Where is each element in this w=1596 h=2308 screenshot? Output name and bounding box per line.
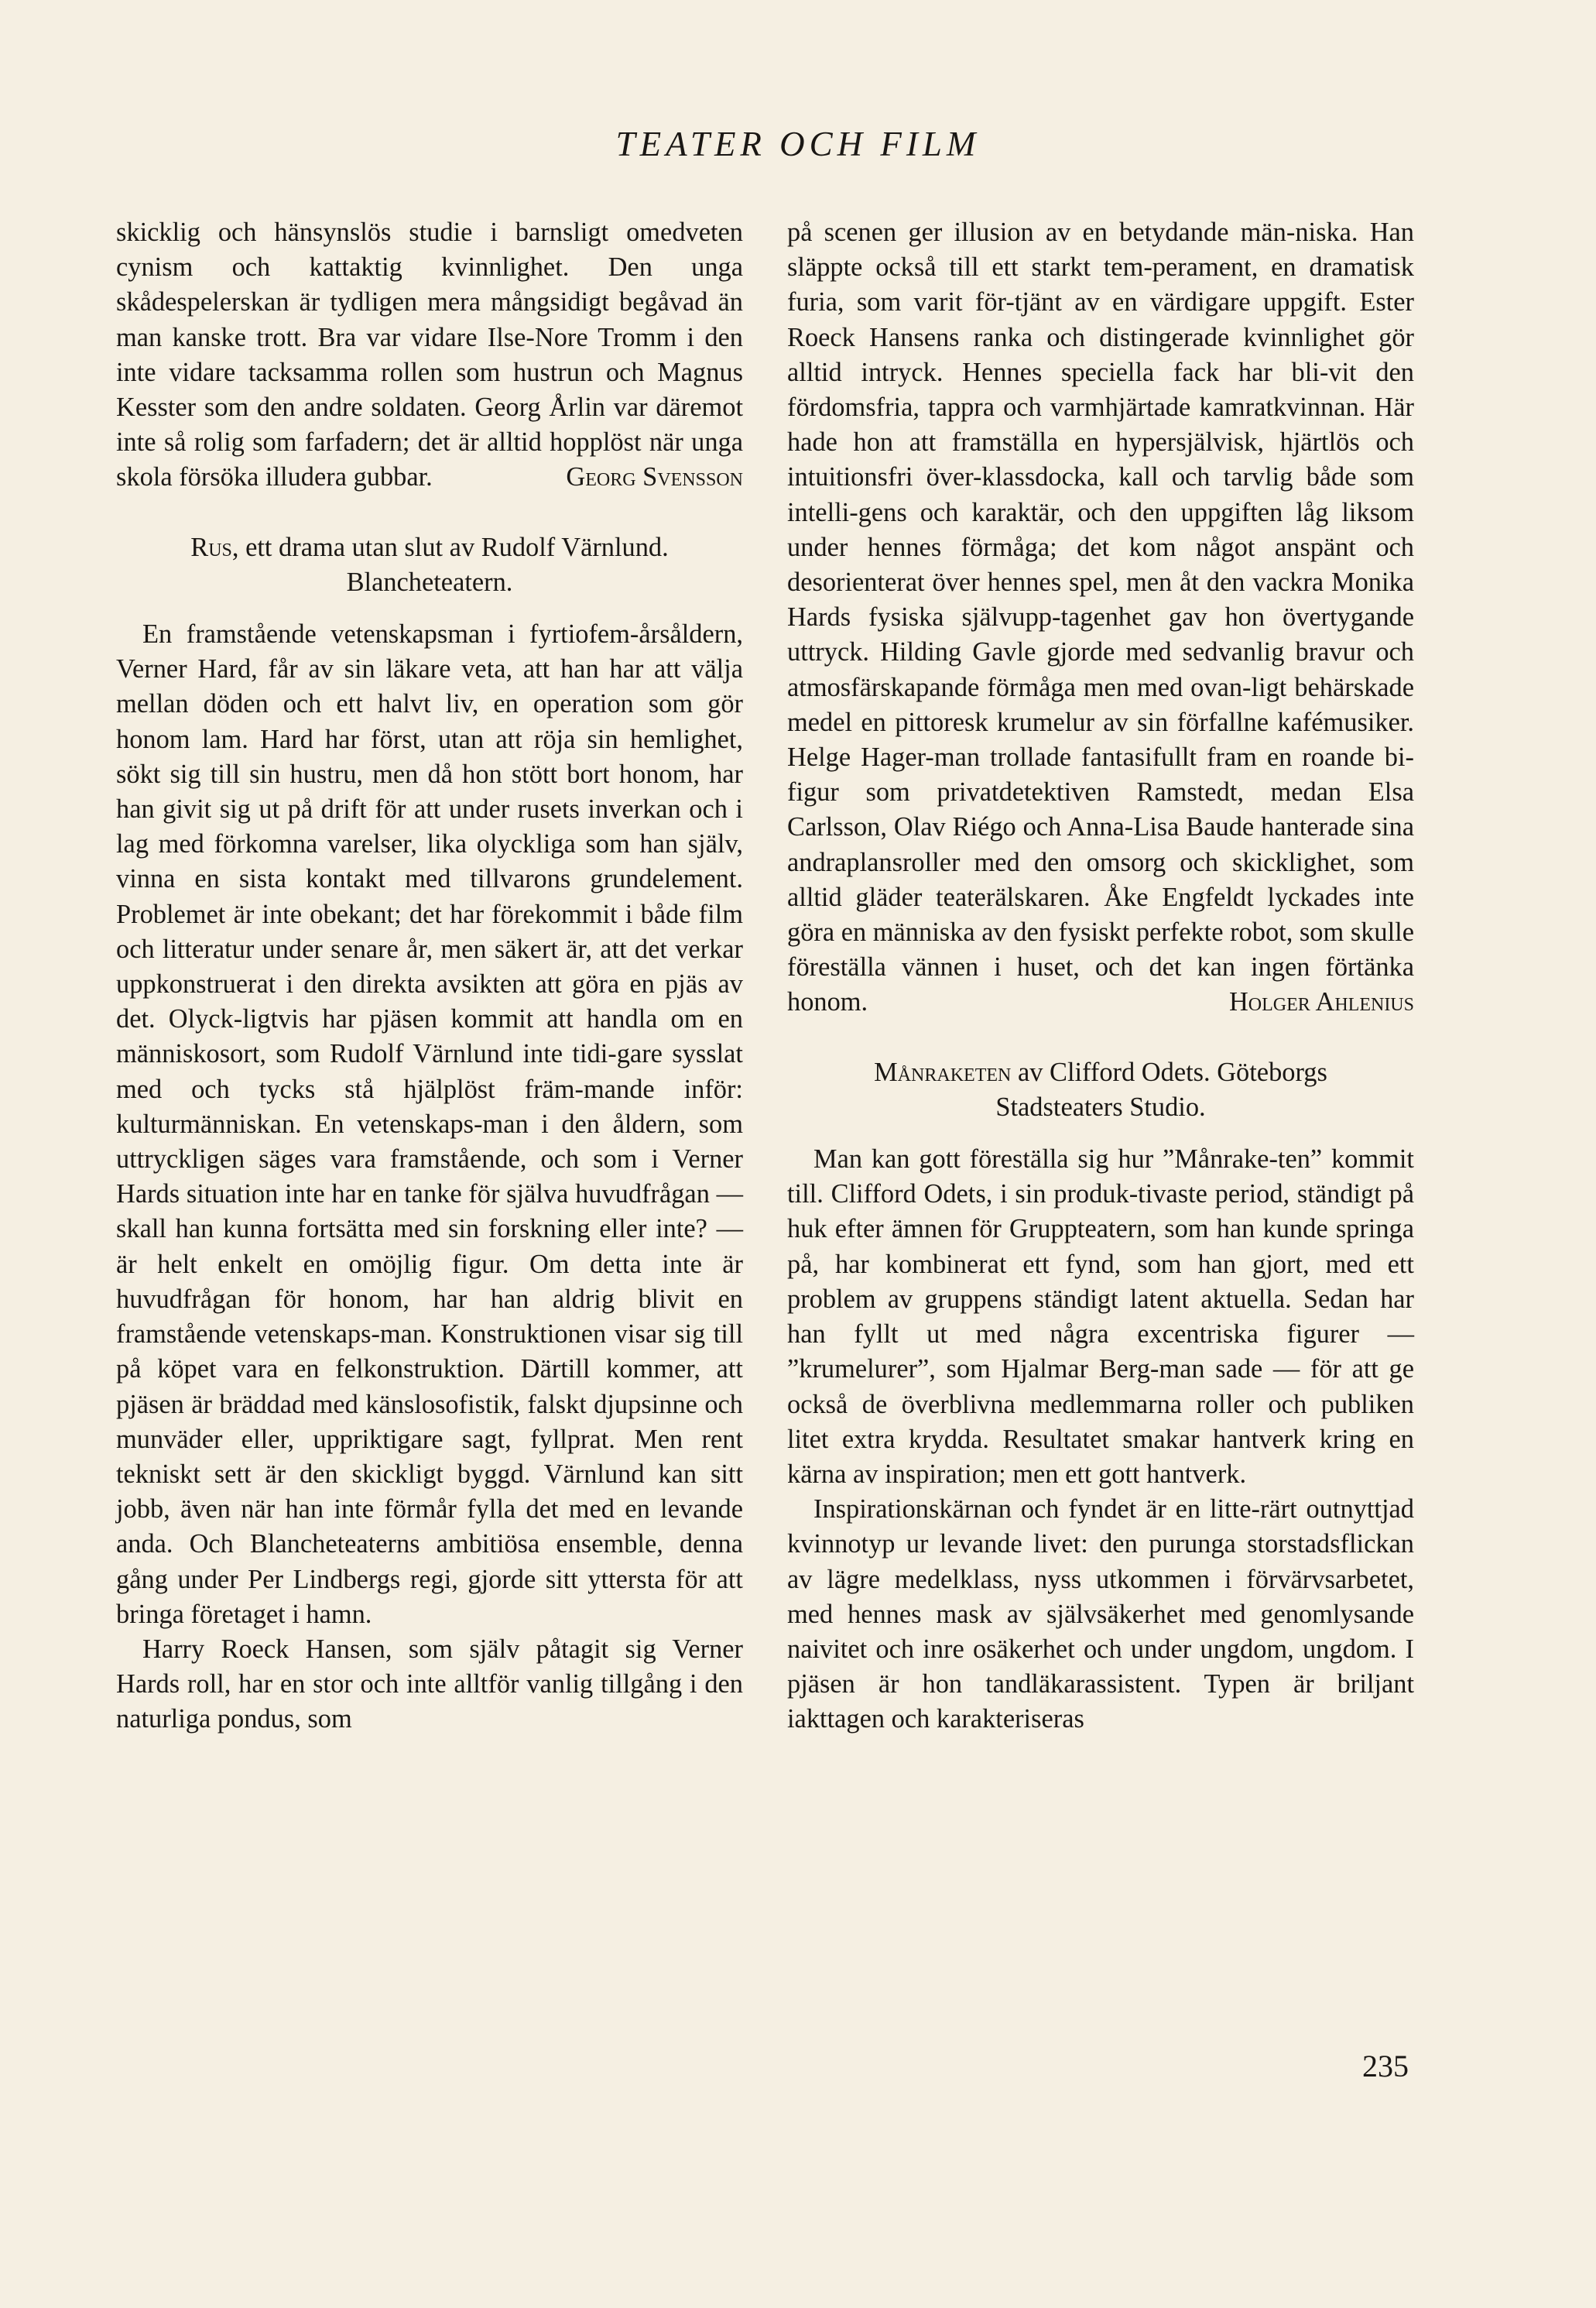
heading-gap [787,1125,1414,1142]
left-column [116,215,743,1737]
review2-paragraph-2-end [787,215,1414,1020]
section-gap [787,1020,1414,1055]
review3-play-title: Månraketen [874,1057,1012,1087]
heading-gap [116,600,743,617]
running-title: TEATER OCH FILM [615,125,981,163]
review2-paragraph-1: En framstående vetenskapsman i fyrtiofem-årsåldern, Verner Hard, får av sin läkare veta, att han har att välja mellan döden och ett halvt liv, en operation som gör honom lam. Hard har först, utan att röja sin hemlighet, sökt sig till sin hustru, men då hon stött bort honom, har han givit sig ut på drift för att under rusets inverkan och i lag med förkomna varelser, lika olyckliga som han själv, vinna en sista kontakt med tillvarons grundelement. Problemet är inte obekant; det har förekommit i både film och litteratur under senare år, men säkert är, att det verkar uppkonstruerat i den direkta avsikten att göra en pjäs av det. Olyck-ligtvis har pjäsen kommit att handla om en människosort, som Rudolf Värnlund inte tidi-gare sysslat med och tycks stå hjälplöst främ-mande inför: kulturmänniskan. En vetenskaps-man i den åldern, som uttryckligen säges vara framstående, och som i Verner Hards situation inte har en tanke för själva huvudfrågan — skall han kunna fortsätta med sin forskning eller inte? — är helt enkelt en omöjlig figur. Om detta inte är huvudfrågan för honom, har han aldrig blivit en framstående vetenskaps-man. Konstruktionen visar sig till på köpet vara en felkonstruktion. Därtill kommer, att pjäsen är bräddad med känslosofistik, falskt djupsinne och munväder eller, uppriktigare sagt, fyllprat. Men rent tekniskt sett är den skickligt byggd. Värnlund kan sitt jobb, även när han inte förmår fylla det med en levande anda. Och Blancheteaterns ambitiösa ensemble, denna gång under Per Lindbergs regi, gjorde sitt yttersta för att bringa företaget i hamn. [116,619,743,1629]
review3-paragraph-1: Man kan gott föreställa sig hur ”Månrake-ten” kommit till. Clifford Odets, i sin produk-tivaste period, ständigt på huk efter ämnen för Gruppteatern, som han kunde springa på, har kombinerat ett fynd, som han gjort, med ett problem av gruppens ständigt latent aktuella. Sedan har han fyllt ut med några excentriska figurer — ”krumelurer”, som Hjalmar Berg-man sade — för att ge också de överblivna medlemmarna roller och publiken litet extra krydda. Resultatet smakar hantverk kring en kärna av inspiration; men ett gott hantverk. [787,1144,1414,1489]
review2-play-title: Rus [190,532,232,562]
review3-heading-text: av Clifford Odets. Göteborgs [1011,1057,1327,1087]
review2-heading-text: , ett drama utan slut av Rudolf Värnlund. [231,532,669,562]
right-column [787,215,1414,1737]
review3-theatre: Stadsteaters Studio. [995,1092,1206,1122]
review2-theatre: Blancheteatern. [346,567,513,597]
review1-signature: Georg Svensson [566,462,743,492]
review2-signature: Holger Ahlenius [1228,987,1414,1017]
review3-paragraph-2: Inspirationskärnan och fyndet är en litte-rärt outnyttjad kvinnotyp ur levande livet: den purunga storstadsflickan av lägre medelklass, nyss utkommen i förvärvsarbetet, med hennes mask av självsäkerhet med genomlysande naivitet och inre osäkerhet och under ungdom, ungdom. I pjäsen är hon tandläkarassistent. Typen är briljant iakttagen och karakteriseras [787,1494,1414,1734]
review3-heading [787,1055,1414,1090]
section-gap [116,496,743,530]
review1-text: skicklig och hänsynslös studie i barnsligt omedveten cynism och kattaktig kvinnlighet. Den unga skådespelerskan är tydligen mera mångsidigt begåvad än man kanske trott. Bra var vidare Ilse-Nore Tromm i den inte vidare tacksamma rollen som hustrun och Magnus Kesster som den andre soldaten. Georg Årlin var däremot inte så rolig som farfadern; det är alltid hopplöst när unga skola försöka illudera gubbar. [116,218,743,492]
review2-paragraph-2-start: Harry Roeck Hansen, som själv påtagit sig Verner Hards roll, har en stor och inte alltför vanlig tillgång i den naturliga pondus, som [116,1634,743,1734]
review1-ending-paragraph [116,215,743,496]
review2-continued-text: på scenen ger illusion av en betydande män-niska. Han släppte också till ett starkt tem-perament, en dramatisk furia, som varit för-tjänt av en värdigare uppgift. Ester Roeck Hansens ranka och distingerade kvinnlighet gör alltid intryck. Hennes speciella fack har bli-vit den fördomsfria, tappra och varmhjärtade kamratkvinnan. Här hade hon att framställa en hypersjälvisk, hjärtlös och intuitionsfri över-klassdocka, kall och tarvlig både som intelli-gens och karaktär, och den uppgiften låg liksom under hennes förmåga; det kom något anspänt och desorienterat över hennes spel, men åt den vackra Monika Hards fysiska självupp-tagenhet gav hon övertygande uttryck. Hilding Gavle gjorde med sedvanlig bravur och atmosfärskapande förmåga men med ovan-ligt behärskade medel en pittoresk krumelur av sin förfallne kafémusiker. Helge Hager-man trollade fantasifullt fram en roande bi-figur som privatdetektiven Ramstedt, medan Elsa Carlsson, Olav Riégo och Anna-Lisa Baude hanterade sina andraplansroller med den omsorg och skicklighet, som alltid gläder teaterälskaren. Åke Engfeldt lyckades inte göra en människa av den fysiskt perfekte robot, som skulle föreställa vännen i huset, och det kan ingen förtänka honom. [787,218,1414,1017]
review2-heading [116,530,743,565]
page-number: 235 [1362,2049,1409,2083]
